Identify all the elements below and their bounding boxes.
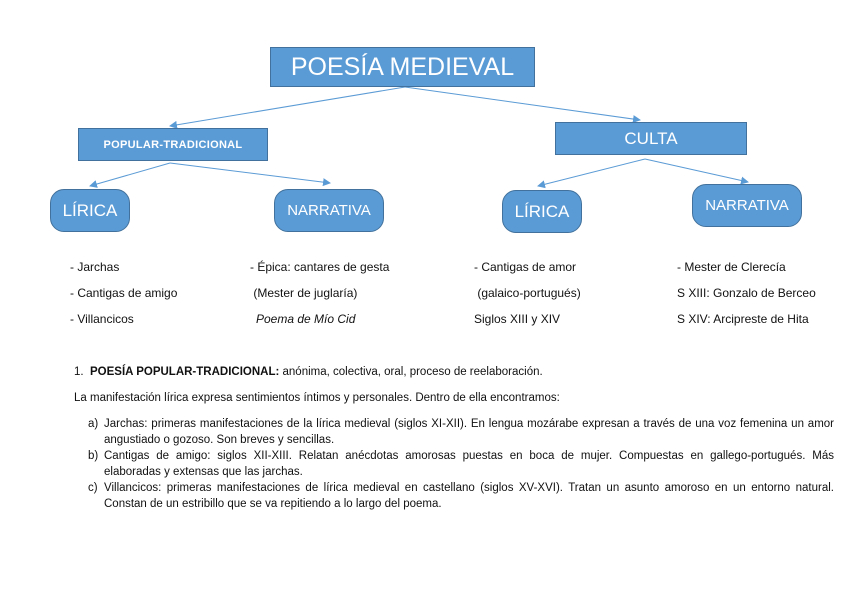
node-culta-narrativa: NARRATIVA bbox=[692, 184, 802, 227]
arrow-root-popular bbox=[170, 87, 405, 126]
list-popular-narrativa bbox=[250, 254, 389, 332]
arrow-popular-lirica bbox=[90, 163, 170, 186]
item-text: Jarchas: primeras manifestaciones de la lírica medieval (siglos XI-XII). En lengua mozárabe expresan a través de una voz femenina un amor angustiado o gozoso. Son breves y sencillas. bbox=[104, 418, 834, 446]
list-item: - Épica: cantares de gesta bbox=[250, 260, 390, 274]
list-item bbox=[74, 480, 834, 512]
heading-bold: POESÍA POPULAR-TRADICIONAL: bbox=[89, 366, 280, 378]
list-item: - Jarchas bbox=[70, 260, 120, 274]
node-culta-lirica: LÍRICA bbox=[502, 190, 582, 233]
item-label: c) bbox=[88, 482, 98, 494]
intro-paragraph: La manifestación lírica expresa sentimientos íntimos y personales. Dentro de ella encontramos: bbox=[74, 392, 560, 404]
section-heading bbox=[74, 364, 834, 380]
node-popular-lirica: LÍRICA bbox=[50, 189, 130, 232]
list-item bbox=[74, 416, 834, 448]
node-poesia-medieval: POESÍA MEDIEVAL bbox=[270, 47, 535, 87]
list-item: - Cantigas de amor bbox=[474, 260, 577, 274]
list-item: S XIII: Gonzalo de Berceo bbox=[677, 286, 816, 300]
item-text: Villancicos: primeras manifestaciones de lírica medieval en castellano (siglos XV-XVI). Tratan un asunto amoroso en un entorno natural. Constan de un estribillo que se va repitiendo a lo largo del poema. bbox=[104, 482, 834, 510]
node-popular-tradicional: POPULAR-TRADICIONAL bbox=[78, 128, 268, 161]
list-item bbox=[74, 448, 834, 480]
arrow-popular-narrativa bbox=[170, 163, 330, 183]
list-item: - Villancicos bbox=[70, 312, 134, 326]
list-item: Poema de Mío Cid bbox=[256, 312, 356, 326]
arrow-root-culta bbox=[405, 87, 640, 120]
node-popular-narrativa: NARRATIVA bbox=[274, 189, 384, 232]
heading-rest: anónima, colectiva, oral, proceso de reelaboración. bbox=[279, 366, 543, 378]
heading-number: 1. bbox=[74, 366, 84, 378]
arrow-culta-lirica bbox=[538, 159, 645, 186]
list-culta-lirica bbox=[474, 254, 581, 332]
list-item: - Cantigas de amigo bbox=[70, 286, 178, 300]
list-item: - Mester de Clerecía bbox=[677, 260, 786, 274]
list-item: (galaico-portugués) bbox=[474, 286, 581, 300]
item-text: Cantigas de amigo: siglos XII-XIII. Relatan anécdotas amorosas puestas en boca de mujer. Compuestas en gallego-portugués. Más elaboradas y extensas que las jarchas. bbox=[104, 450, 834, 478]
item-label: a) bbox=[88, 418, 99, 430]
list-item: (Mester de juglaría) bbox=[250, 286, 358, 300]
node-culta: CULTA bbox=[555, 122, 747, 155]
list-item: S XIV: Arcipreste de Hita bbox=[677, 312, 809, 326]
arrow-culta-narrativa bbox=[645, 159, 748, 182]
list-popular-lirica bbox=[70, 254, 177, 332]
list-item: Siglos XIII y XIV bbox=[474, 312, 561, 326]
lirica-list bbox=[74, 416, 834, 512]
item-label: b) bbox=[88, 450, 99, 462]
list-culta-narrativa bbox=[677, 254, 816, 332]
